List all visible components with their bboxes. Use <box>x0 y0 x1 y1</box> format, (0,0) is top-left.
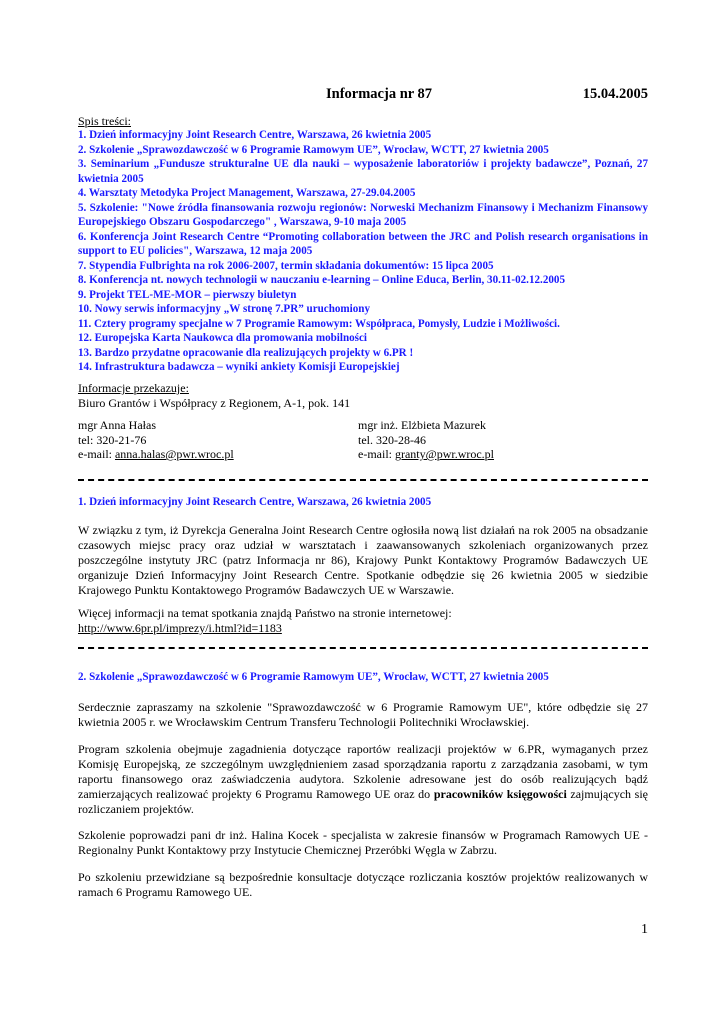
info-label: Informacje przekazuje: <box>78 381 189 395</box>
document-date: 15.04.2005 <box>582 86 648 102</box>
section-2-title: 2. Szkolenie „Sprawozdawczość w 6 Programie Ramowym UE”, Wrocław, WCTT, 27 kwietnia 2005 <box>78 671 549 683</box>
toc-item[interactable]: 6. Konferencja Joint Research Centre “Promoting collaboration between the JRC and Polish research organisations in support to EU policies", Warszawa, 12 maja 2005 <box>78 230 648 257</box>
toc-item[interactable]: 10. Nowy serwis informacyjny „W stronę 7.PR” uruchomiony <box>78 303 371 315</box>
contact-name: mgr Anna Hałas <box>78 418 156 432</box>
section-1-title: 1. Dzień informacyjny Joint Research Centre, Warszawa, 26 kwietnia 2005 <box>78 496 432 508</box>
toc-item[interactable]: 13. Bardzo przydatne opracowanie dla realizujących projekty w 6.PR ! <box>78 346 414 359</box>
section-divider <box>78 647 648 649</box>
contact-email-label: e-mail: <box>358 447 395 461</box>
contact-name: mgr inż. Elżbieta Mazurek <box>358 418 486 432</box>
section-1-link[interactable]: http://www.6pr.pl/imprezy/i.html?id=1183 <box>78 621 282 635</box>
section-2-text: zajmujących się rozliczaniem projektów. <box>78 787 648 816</box>
page-number: 1 <box>641 922 648 937</box>
contact-card <box>78 418 358 462</box>
toc-item[interactable]: 12. Europejska Karta Naukowca dla promowania mobilności <box>78 332 367 344</box>
section-2-paragraph: Po szkoleniu przewidziane są bezpośrednie konsultacje dotyczące rozliczania kosztów projektów realizowanych w ramach 6 Programu Ramowego UE. <box>78 870 648 899</box>
info-office: Biuro Grantów i Współpracy z Regionem, A-1, pok. 141 <box>78 396 351 410</box>
contact-phone: tel. 320-28-46 <box>358 432 426 447</box>
toc-item[interactable]: 1. Dzień informacyjny Joint Research Centre, Warszawa, 26 kwietnia 2005 <box>78 129 432 141</box>
toc-item[interactable]: 3. Seminarium „Fundusze strukturalne UE dla nauki – wyposażenie laboratoriów i projekty badawcze”, Poznań, 27 kwietnia 2005 <box>78 158 648 185</box>
contact-email-label: e-mail: <box>78 447 115 461</box>
section-divider <box>78 479 648 481</box>
info-block <box>78 381 648 411</box>
section-2-text: Program szkolenia obejmuje zagadnienia dotyczące raportów realizacji projektów w 6.PR, wymaganych przez Komisję Europejską, ze szczególnym uwzględnieniem zasad sporządzania raportu z zarządzania zasobami, w tym raportu finansowego oraz zaświadczenia audytora. Szkolenie adresowane jest do osób realizujących bądź zamierzających realizować projekty 6 Programu Ramowego UE oraz do <box>78 742 648 801</box>
toc-item[interactable]: 8. Konferencja nt. nowych technologii w nauczaniu e-learning – Online Educa, Berlin, 30.11-02.12.2005 <box>78 274 566 286</box>
toc-item[interactable]: 9. Projekt TEL-ME-MOR – pierwszy biuletyn <box>78 288 297 301</box>
section-2-bold-text: pracowników księgowości <box>433 787 567 801</box>
toc-item[interactable]: 7. Stypendia Fulbrighta na rok 2006-2007, termin składania dokumentów: 15 lipca 2005 <box>78 259 494 272</box>
section-2-paragraph: Szkolenie poprowadzi pani dr inż. Halina Kocek - specjalista w zakresie finansów w Programach Ramowych UE - Regionalny Punkt Kontaktowy przy Instytucie Chemicznej Przeróbki Węgla w Zabrzu. <box>78 828 648 857</box>
toc-item[interactable]: 14. Infrastruktura badawcza – wyniki ankiety Komisji Europejskiej <box>78 361 400 373</box>
document-title: Informacja nr 87 <box>326 86 433 102</box>
toc-item[interactable]: 5. Szkolenie: "Nowe źródła finansowania rozwoju regionów: Norweski Mechanizm Finansowy i Mechanizm Finansowy Europejskiego Obszaru Gospodarczego" , Warszawa, 9-10 maja 2005 <box>78 201 648 228</box>
toc-item[interactable]: 2. Szkolenie „Sprawozdawczość w 6 Programie Ramowym UE”, Wrocław, WCTT, 27 kwietnia 2005 <box>78 143 549 156</box>
contact-phone: tel: 320-21-76 <box>78 432 147 447</box>
contact-email-link[interactable]: anna.halas@pwr.wroc.pl <box>114 447 234 461</box>
table-of-contents <box>78 128 648 375</box>
contact-email-link[interactable]: granty@pwr.wroc.pl <box>394 447 495 461</box>
section-1-more-info-text: Więcej informacji na temat spotkania znajdą Państwo na stronie internetowej: <box>78 606 452 620</box>
toc-heading: Spis treści: <box>78 114 131 128</box>
section-2-paragraph <box>78 742 648 817</box>
document-header <box>78 86 648 106</box>
contact-card <box>358 418 638 462</box>
section-2-paragraph: Serdecznie zapraszamy na szkolenie "Sprawozdawczość w 6 Programie Ramowym UE", które odbędzie się 27 kwietnia 2005 r. we Wrocławskim Centrum Transferu Technologii Politechniki Wrocławskiej. <box>78 700 648 729</box>
contact-email-line <box>358 447 638 462</box>
toc-item[interactable]: 4. Warsztaty Metodyka Project Management, Warszawa, 27-29.04.2005 <box>78 187 416 199</box>
contact-email-line <box>78 447 358 462</box>
toc-item[interactable]: 11. Cztery programy specjalne w 7 Programie Ramowym: Współpraca, Pomysły, Ludzie i Możliwości. <box>78 317 560 330</box>
section-1-paragraph: W związku z tym, iż Dyrekcja Generalna Joint Research Centre ogłosiła nową list działań na rok 2005 na obsadzanie czasowych miejsc pracy oraz udział w warsztatach i zaawansowanych szkoleniach organizowanych przez poszczególne instytuty JRC (patrz Informacja nr 86), Krajowy Punkt Kontaktowy Programów Badawczych UE organizuje Dzień Informacyjny Joint Research Centre. Spotkanie odbędzie się 26 kwietnia 2005 w siedzibie Krajowego Punktu Kontaktowego Programów Badawczych UE w Warszawie. <box>78 523 648 597</box>
section-1-more-info <box>78 606 648 636</box>
